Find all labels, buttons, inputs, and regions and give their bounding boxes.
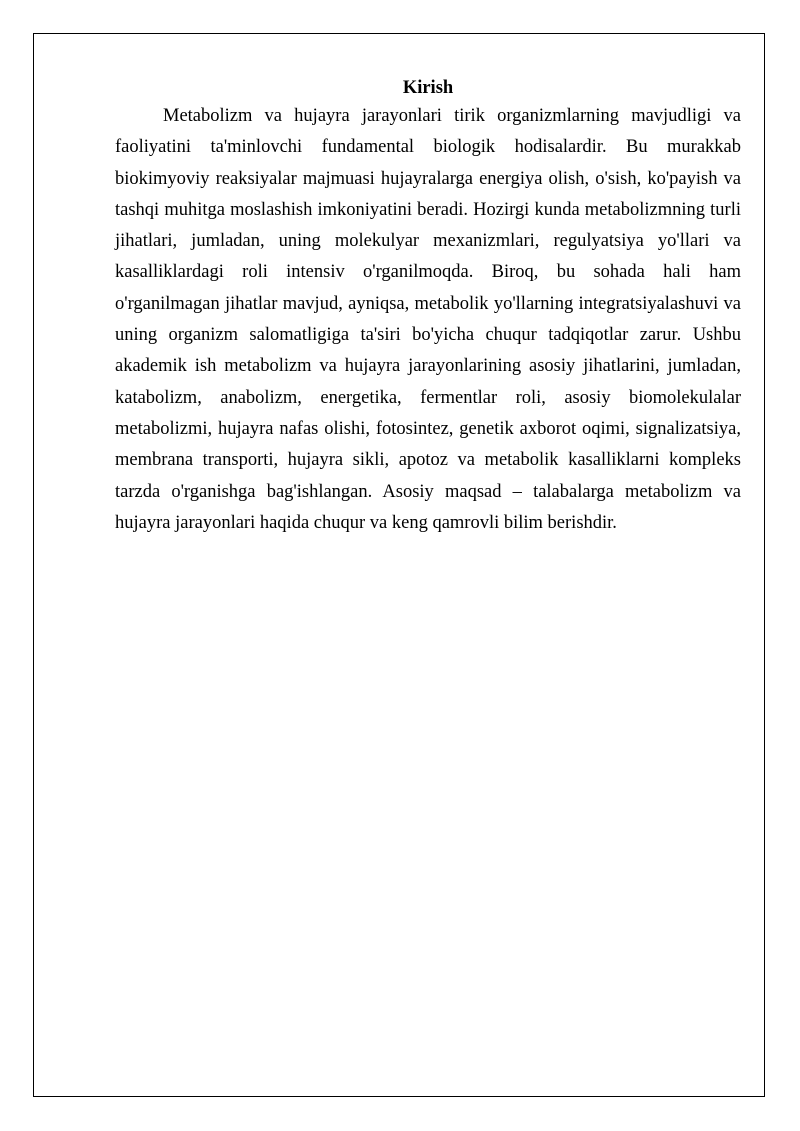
section-title: Kirish: [402, 78, 454, 98]
intro-paragraph: Metabolizm va hujayra jarayonlari tirik organizmlarning mavjudligi va faoliyatini ta'minlovchi fundamental biologik hodisalardir. Bu murakkab biokimyoviy reaksiyalar majmuasi hujayralarga energiya olish, o'sish, ko'payish va tashqi muhitga moslashish imkoniyatini beradi. Hozirgi kunda metabolizmning turli jihatlari, jumladan, uning molekulyar mexanizmlari, regulyatsiya yo'llari va kasalliklardagi roli intensiv o'rganilmoqda. Biroq, bu sohada hali ham o'rganilmagan jihatlar mavjud, ayniqsa, metabolik yo'llarning integratsiyalashuvi va uning organizm salomatligiga ta'siri bo'yicha chuqur tadqiqotlar zarur. Ushbu akademik ish metabolizm va hujayra jarayonlarining asosiy jihatlarini, jumladan, katabolizm, anabolizm, energetika, fermentlar roli, asosiy biomolekulalar metabolizmi, hujayra nafas olishi, fotosintez, genetik axborot oqimi, signalizatsiya, membrana transporti, hujayra sikli, apotoz va metabolik kasalliklarni kompleks tarzda o'rganishga bag'ishlangan. Asosiy maqsad – talabalarga metabolizm va hujayra jarayonlari haqida chuqur va keng qamrovli bilim berishdir.: [115, 106, 741, 533]
document-body: [115, 76, 741, 539]
